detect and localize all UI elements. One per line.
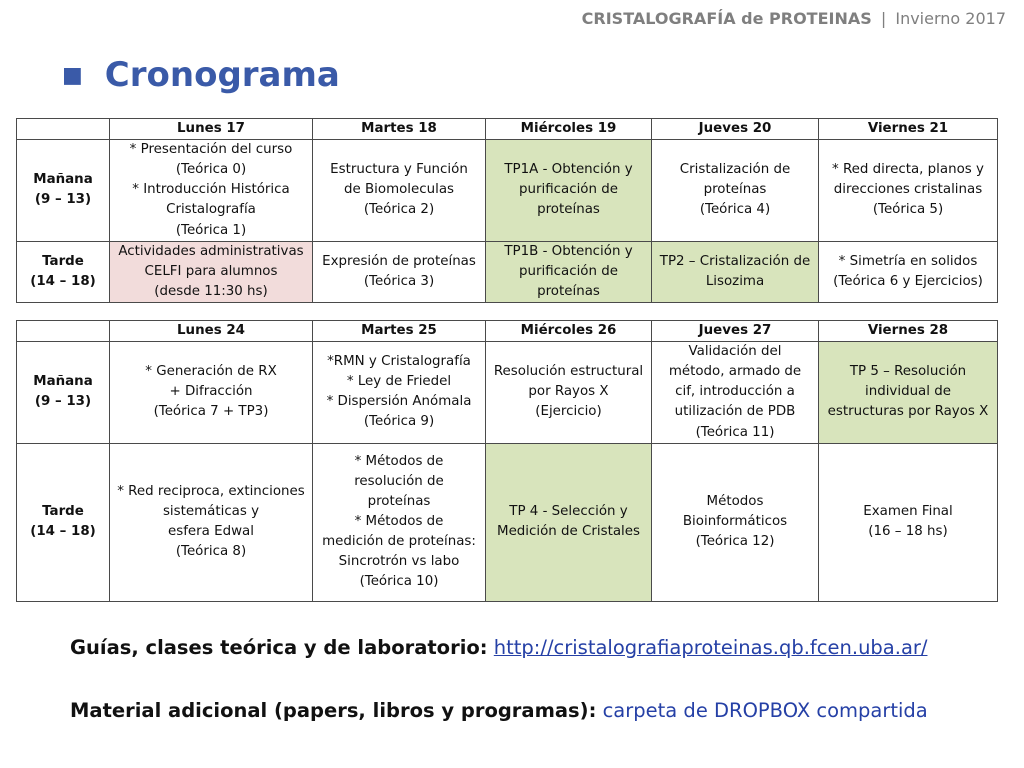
cell-text-line: (14 – 18) [30,524,96,540]
cell-text-line: (Teórica 4) [699,202,771,218]
cell-text-line: sistemáticas y [162,504,260,520]
cell-text-line: Expresión de proteínas [322,253,476,269]
cell-text-line: (Teórica 2) [363,202,435,218]
schedule-cell [652,241,819,302]
cell-text-line: de Biomoleculas [343,182,455,198]
material-info [70,699,928,722]
cell-text-line: (Teórica 0) [175,162,247,178]
schedule-row [17,241,998,302]
course-header [582,9,1006,28]
schedule-cell [486,443,652,601]
cell-text-line: resolución de [354,473,444,489]
cell-text-line: + Difracción [169,384,253,400]
material-label: Material adicional (papers, libros y programas): [70,699,597,722]
course-name: CRISTALOGRAFÍA de PROTEINAS [581,9,872,28]
cell-text-line: (14 – 18) [30,273,96,289]
cell-text-line: Lisozima [705,273,765,289]
cell-text-line: * Métodos de [354,514,444,530]
cell-text-line: *RMN y Cristalografía [327,354,471,370]
cell-text-line: Sincrotrón vs labo [338,554,460,570]
schedule-cell [486,342,652,444]
cell-text-line: Mañana [33,374,93,390]
day-header: Viernes 21 [819,119,998,140]
cell-text-line: * Ley de Friedel [346,374,452,390]
cell-text-line: Cristalografía [166,202,256,218]
square-bullet-icon: ■ [62,62,83,88]
cell-text-line: TP 4 - Selección y [509,504,628,520]
schedule-cell [819,140,998,242]
schedule-table-week1 [16,118,998,303]
cell-text-line: individual de [865,384,951,400]
schedule-table-week2 [16,320,998,602]
schedule-cell [110,140,313,242]
schedule-cell [110,342,313,444]
cell-text-line: proteínas [537,202,600,218]
cell-text-line: * Dispersión Anómala [326,394,472,410]
time-slot-label [17,443,110,601]
cell-text-line: (Teórica 6 y Ejercicios) [833,273,983,289]
schedule-cell [110,241,313,302]
cell-text-line: (Teórica 12) [695,534,775,550]
schedule-cell [652,342,819,444]
cell-text-line: * Presentación del curso [129,142,293,158]
cell-text-line: * Red directa, planos y [832,162,984,178]
cell-text-line: proteínas [537,283,600,299]
page-title-text: Cronograma [104,55,340,95]
dropbox-link[interactable]: carpeta de DROPBOX compartida [602,699,928,722]
schedule-row [17,140,998,242]
day-header: Viernes 28 [819,321,998,342]
cell-text-line: (16 – 18 hs) [868,524,948,540]
cell-text-line: Examen Final [863,504,953,520]
guides-link[interactable]: http://cristalografiaproteinas.qb.fcen.uba.ar/ [493,636,928,659]
cell-text-line: cif, introducción a [675,384,795,400]
cell-text-line: * Métodos de [354,453,444,469]
schedule-cell [313,342,486,444]
cell-text-line: TP1A - Obtención y [504,162,633,178]
cell-text-line: * Simetría en solidos [838,253,978,269]
cell-text-line: (Teórica 3) [363,273,435,289]
cell-text-line: proteínas [703,182,767,198]
schedule-cell [819,443,998,601]
cell-text-line: direcciones cristalinas [833,182,983,198]
course-term: Invierno 2017 [895,9,1006,28]
cell-text-line: Métodos [706,493,764,509]
cell-text-line: Estructura y Función [330,162,468,178]
schedule-cell [313,241,486,302]
cell-text-line: (Ejercicio) [535,404,602,420]
cell-text-line: Bioinformáticos [682,514,788,530]
schedule-cell [652,443,819,601]
day-header-row [17,119,998,140]
cell-text-line: Validación del [688,344,782,360]
cell-text-line: (Teórica 10) [359,574,439,590]
schedule-cell [819,342,998,444]
cell-text-line: purificación de [519,182,618,198]
cell-text-line: * Generación de RX [145,364,277,380]
day-header: Lunes 17 [110,119,313,140]
cell-text-line: (Teórica 7 + TP3) [153,404,269,420]
cell-text-line: esfera Edwal [168,524,254,540]
day-header: Martes 25 [313,321,486,342]
guides-info [70,636,928,659]
day-header: Miércoles 19 [486,119,652,140]
cell-text-line: (Teórica 5) [872,202,944,218]
cell-text-line: * Red reciproca, extinciones [117,483,305,499]
schedule-cell [110,443,313,601]
cell-text-line: por Rayos X [528,384,609,400]
day-header: Jueves 20 [652,119,819,140]
day-header: Lunes 24 [110,321,313,342]
cell-text-line: (Teórica 9) [363,414,435,430]
corner-cell [17,321,110,342]
cell-text-line: medición de proteínas: [322,534,476,550]
day-header: Miércoles 26 [486,321,652,342]
time-slot-label [17,140,110,242]
time-slot-label [17,241,110,302]
cell-text-line: Actividades administrativas [118,243,304,259]
schedule-cell [486,241,652,302]
cell-text-line: (Teórica 1) [175,222,247,238]
cell-text-line: Mañana [33,172,93,188]
schedule-cell [652,140,819,242]
cell-text-line: purificación de [519,263,618,279]
cell-text-line: Tarde [42,504,84,520]
cell-text-line: (9 – 13) [34,192,92,208]
cell-text-line: Resolución estructural [493,364,644,380]
cell-text-line: TP 5 – Resolución [849,364,967,380]
cell-text-line: Cristalización de [679,162,791,178]
time-slot-label [17,342,110,444]
schedule-row [17,443,998,601]
schedule-cell [819,241,998,302]
cell-text-line: TP1B - Obtención y [504,243,633,259]
schedule-cell [313,140,486,242]
cell-text-line: CELFI para alumnos [144,263,278,279]
cell-text-line: (desde 11:30 hs) [154,283,268,299]
cell-text-line: * Introducción Histórica [132,182,290,198]
corner-cell [17,119,110,140]
cell-text-line: Tarde [42,253,84,269]
cell-text-line: (9 – 13) [34,394,92,410]
cell-text-line: (Teórica 11) [695,424,775,440]
guides-label: Guías, clases teórica y de laboratorio: [70,636,488,659]
day-header: Jueves 27 [652,321,819,342]
cell-text-line: estructuras por Rayos X [827,404,989,420]
cell-text-line: utilización de PDB [674,404,796,420]
day-header-row [17,321,998,342]
header-separator: | [880,9,887,28]
cell-text-line: TP2 – Cristalización de [659,253,811,269]
cell-text-line: Medición de Cristales [497,524,640,540]
cell-text-line: método, armado de [668,364,802,380]
day-header: Martes 18 [313,119,486,140]
cell-text-line: (Teórica 8) [175,544,247,560]
cell-text-line: proteínas [367,493,431,509]
schedule-cell [486,140,652,242]
schedule-cell [313,443,486,601]
schedule-row [17,342,998,444]
page-title [62,55,340,95]
